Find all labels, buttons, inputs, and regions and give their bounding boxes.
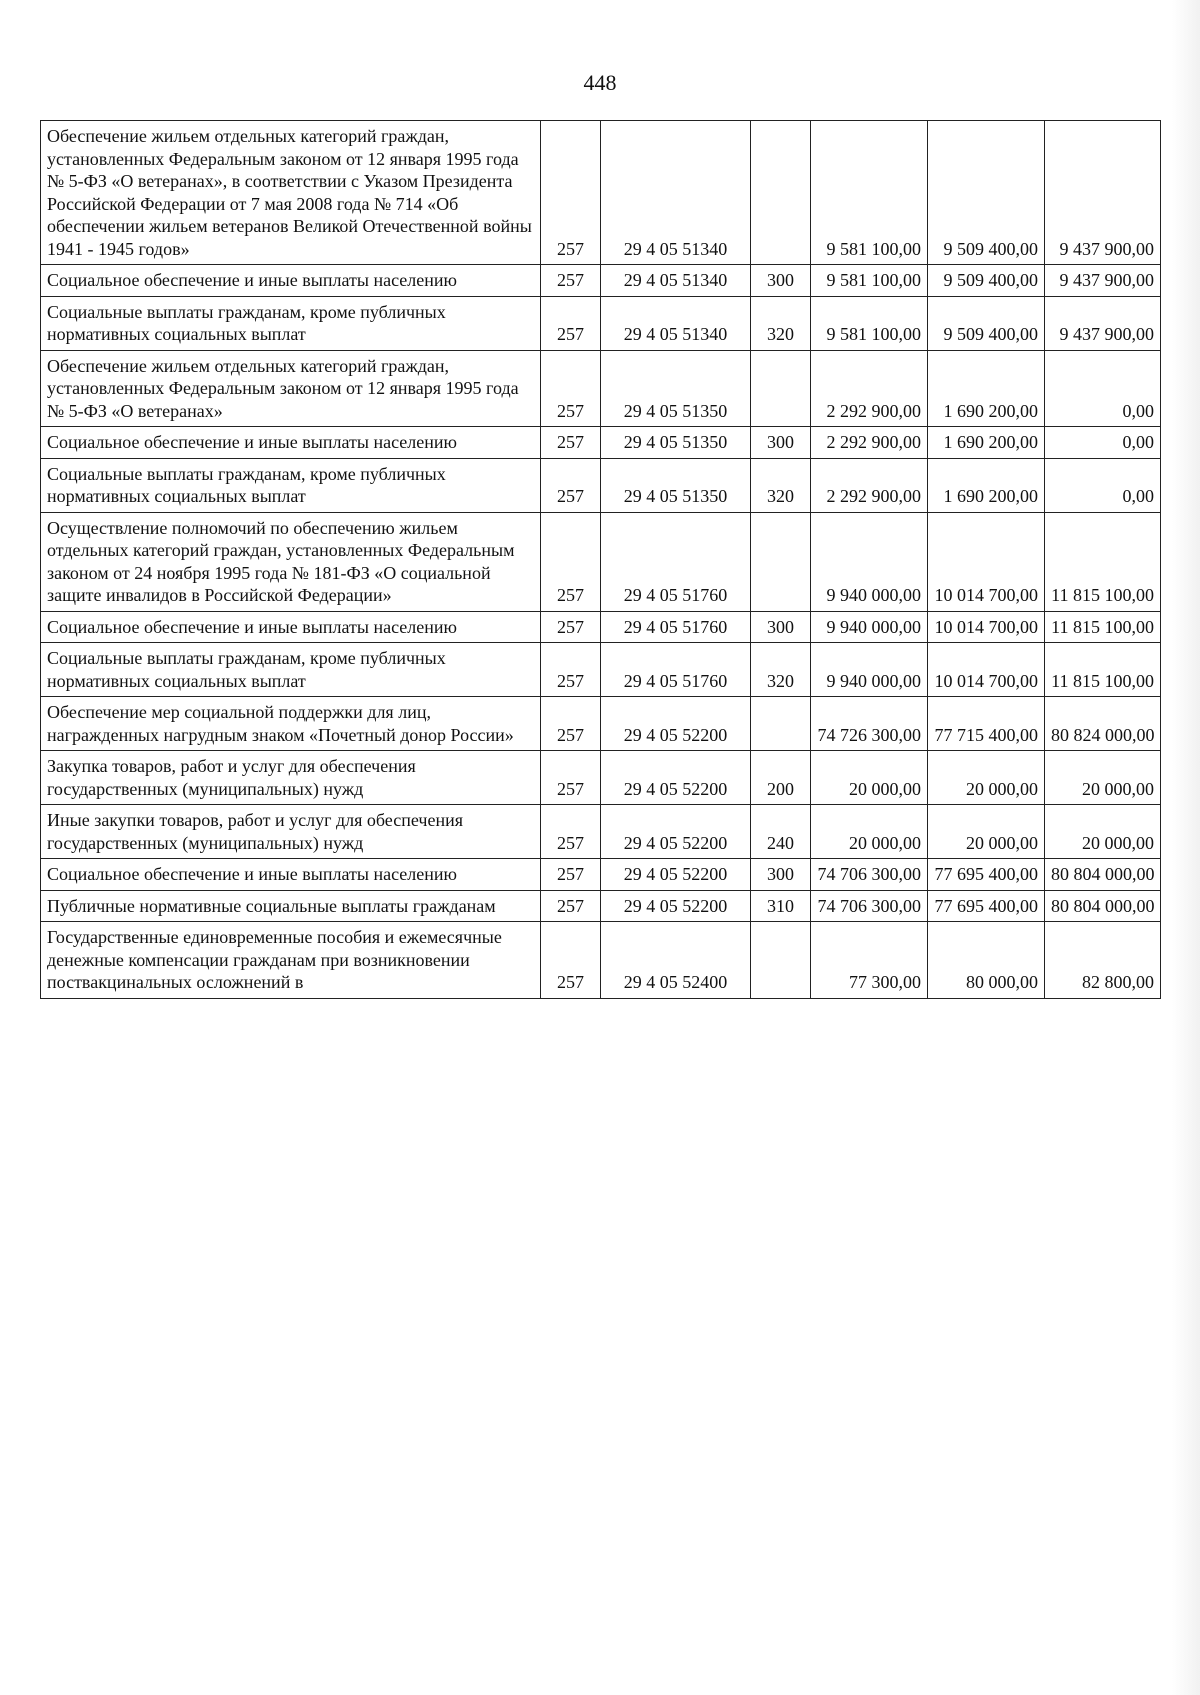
amount-year-1: 9 940 000,00 [811, 512, 928, 611]
row-name: Осуществление полномочий по обеспечению жильем отдельных категорий граждан, установленных Федеральным законом от 24 ноября 1995 года № 181-ФЗ «О социальной защите инвалидов в Российской Федерации» [41, 512, 541, 611]
table-row [41, 890, 1161, 922]
amount-year-2: 10 014 700,00 [928, 512, 1045, 611]
amount-year-1: 9 940 000,00 [811, 643, 928, 697]
amount-year-3: 82 800,00 [1045, 922, 1161, 999]
table-row [41, 751, 1161, 805]
ministry-code: 257 [541, 859, 601, 891]
target-article-code: 29 4 05 51340 [601, 296, 751, 350]
row-name: Обеспечение жильем отдельных категорий граждан, установленных Федеральным законом от 12 января 1995 года № 5-ФЗ «О ветеранах», в соответствии с Указом Президента Российской Федерации от 7 мая 2008 года № 714 «Об обеспечении жильем ветеранов Великой Отечественной войны 1941 - 1945 годов» [41, 121, 541, 265]
expense-type-code: 320 [751, 458, 811, 512]
amount-year-3: 11 815 100,00 [1045, 611, 1161, 643]
ministry-code: 257 [541, 922, 601, 999]
expense-type-code: 300 [751, 611, 811, 643]
amount-year-2: 80 000,00 [928, 922, 1045, 999]
amount-year-2: 1 690 200,00 [928, 458, 1045, 512]
table-row [41, 427, 1161, 459]
amount-year-1: 77 300,00 [811, 922, 928, 999]
row-name: Закупка товаров, работ и услуг для обеспечения государственных (муниципальных) нужд [41, 751, 541, 805]
table-row [41, 611, 1161, 643]
amount-year-1: 2 292 900,00 [811, 427, 928, 459]
expense-type-code: 300 [751, 859, 811, 891]
expense-type-code: 310 [751, 890, 811, 922]
amount-year-2: 10 014 700,00 [928, 611, 1045, 643]
amount-year-1: 74 706 300,00 [811, 859, 928, 891]
amount-year-3: 20 000,00 [1045, 751, 1161, 805]
target-article-code: 29 4 05 52200 [601, 890, 751, 922]
budget-table [40, 120, 1161, 999]
amount-year-2: 77 715 400,00 [928, 697, 1045, 751]
page-number: 448 [583, 70, 617, 95]
ministry-code: 257 [541, 265, 601, 297]
expense-type-code: 240 [751, 805, 811, 859]
expense-type-code [751, 922, 811, 999]
row-name: Социальные выплаты гражданам, кроме публичных нормативных социальных выплат [41, 296, 541, 350]
amount-year-3: 11 815 100,00 [1045, 512, 1161, 611]
amount-year-2: 20 000,00 [928, 805, 1045, 859]
amount-year-2: 9 509 400,00 [928, 121, 1045, 265]
ministry-code: 257 [541, 643, 601, 697]
table-row [41, 265, 1161, 297]
amount-year-2: 1 690 200,00 [928, 427, 1045, 459]
row-name: Иные закупки товаров, работ и услуг для обеспечения государственных (муниципальных) нужд [41, 805, 541, 859]
expense-type-code: 200 [751, 751, 811, 805]
expense-type-code [751, 697, 811, 751]
row-name: Социальные выплаты гражданам, кроме публичных нормативных социальных выплат [41, 643, 541, 697]
amount-year-3: 9 437 900,00 [1045, 296, 1161, 350]
target-article-code: 29 4 05 51350 [601, 427, 751, 459]
row-name: Государственные единовременные пособия и ежемесячные денежные компенсации гражданам при возникновении поствакцинальных осложнений в [41, 922, 541, 999]
ministry-code: 257 [541, 296, 601, 350]
amount-year-3: 0,00 [1045, 350, 1161, 427]
row-name: Социальные выплаты гражданам, кроме публичных нормативных социальных выплат [41, 458, 541, 512]
target-article-code: 29 4 05 52200 [601, 751, 751, 805]
amount-year-3: 0,00 [1045, 458, 1161, 512]
amount-year-1: 9 581 100,00 [811, 265, 928, 297]
expense-type-code [751, 350, 811, 427]
table-row [41, 643, 1161, 697]
target-article-code: 29 4 05 52200 [601, 697, 751, 751]
row-name: Публичные нормативные социальные выплаты гражданам [41, 890, 541, 922]
row-name: Обеспечение мер социальной поддержки для лиц, награжденных нагрудным знаком «Почетный донор России» [41, 697, 541, 751]
target-article-code: 29 4 05 51340 [601, 121, 751, 265]
amount-year-1: 74 726 300,00 [811, 697, 928, 751]
target-article-code: 29 4 05 51350 [601, 350, 751, 427]
target-article-code: 29 4 05 52200 [601, 805, 751, 859]
amount-year-2: 77 695 400,00 [928, 890, 1045, 922]
ministry-code: 257 [541, 751, 601, 805]
ministry-code: 257 [541, 697, 601, 751]
ministry-code: 257 [541, 458, 601, 512]
scan-edge-shadow [1172, 0, 1200, 1695]
target-article-code: 29 4 05 51760 [601, 512, 751, 611]
table-row [41, 922, 1161, 999]
amount-year-3: 80 824 000,00 [1045, 697, 1161, 751]
expense-type-code [751, 121, 811, 265]
amount-year-3: 0,00 [1045, 427, 1161, 459]
ministry-code: 257 [541, 805, 601, 859]
amount-year-1: 9 581 100,00 [811, 121, 928, 265]
amount-year-1: 2 292 900,00 [811, 350, 928, 427]
ministry-code: 257 [541, 427, 601, 459]
table-row [41, 512, 1161, 611]
target-article-code: 29 4 05 52400 [601, 922, 751, 999]
target-article-code: 29 4 05 52200 [601, 859, 751, 891]
ministry-code: 257 [541, 121, 601, 265]
row-name: Социальное обеспечение и иные выплаты населению [41, 859, 541, 891]
target-article-code: 29 4 05 51350 [601, 458, 751, 512]
amount-year-2: 9 509 400,00 [928, 296, 1045, 350]
amount-year-1: 20 000,00 [811, 751, 928, 805]
amount-year-3: 9 437 900,00 [1045, 265, 1161, 297]
expense-type-code: 300 [751, 427, 811, 459]
amount-year-2: 1 690 200,00 [928, 350, 1045, 427]
table-row [41, 458, 1161, 512]
amount-year-1: 9 940 000,00 [811, 611, 928, 643]
expense-type-code: 300 [751, 265, 811, 297]
row-name: Социальное обеспечение и иные выплаты населению [41, 427, 541, 459]
amount-year-3: 9 437 900,00 [1045, 121, 1161, 265]
expense-type-code: 320 [751, 643, 811, 697]
row-name: Социальное обеспечение и иные выплаты населению [41, 611, 541, 643]
amount-year-1: 9 581 100,00 [811, 296, 928, 350]
amount-year-1: 74 706 300,00 [811, 890, 928, 922]
table-row [41, 697, 1161, 751]
amount-year-1: 20 000,00 [811, 805, 928, 859]
expense-type-code [751, 512, 811, 611]
table-row [41, 121, 1161, 265]
target-article-code: 29 4 05 51760 [601, 611, 751, 643]
amount-year-3: 80 804 000,00 [1045, 890, 1161, 922]
amount-year-3: 11 815 100,00 [1045, 643, 1161, 697]
amount-year-3: 80 804 000,00 [1045, 859, 1161, 891]
table-row [41, 350, 1161, 427]
ministry-code: 257 [541, 611, 601, 643]
amount-year-2: 9 509 400,00 [928, 265, 1045, 297]
table-row [41, 296, 1161, 350]
row-name: Социальное обеспечение и иные выплаты населению [41, 265, 541, 297]
amount-year-2: 10 014 700,00 [928, 643, 1045, 697]
table-row [41, 859, 1161, 891]
amount-year-3: 20 000,00 [1045, 805, 1161, 859]
ministry-code: 257 [541, 890, 601, 922]
target-article-code: 29 4 05 51760 [601, 643, 751, 697]
ministry-code: 257 [541, 350, 601, 427]
target-article-code: 29 4 05 51340 [601, 265, 751, 297]
amount-year-1: 2 292 900,00 [811, 458, 928, 512]
ministry-code: 257 [541, 512, 601, 611]
amount-year-2: 77 695 400,00 [928, 859, 1045, 891]
row-name: Обеспечение жильем отдельных категорий граждан, установленных Федеральным законом от 12 января 1995 года № 5-ФЗ «О ветеранах» [41, 350, 541, 427]
amount-year-2: 20 000,00 [928, 751, 1045, 805]
expense-type-code: 320 [751, 296, 811, 350]
table-row [41, 805, 1161, 859]
